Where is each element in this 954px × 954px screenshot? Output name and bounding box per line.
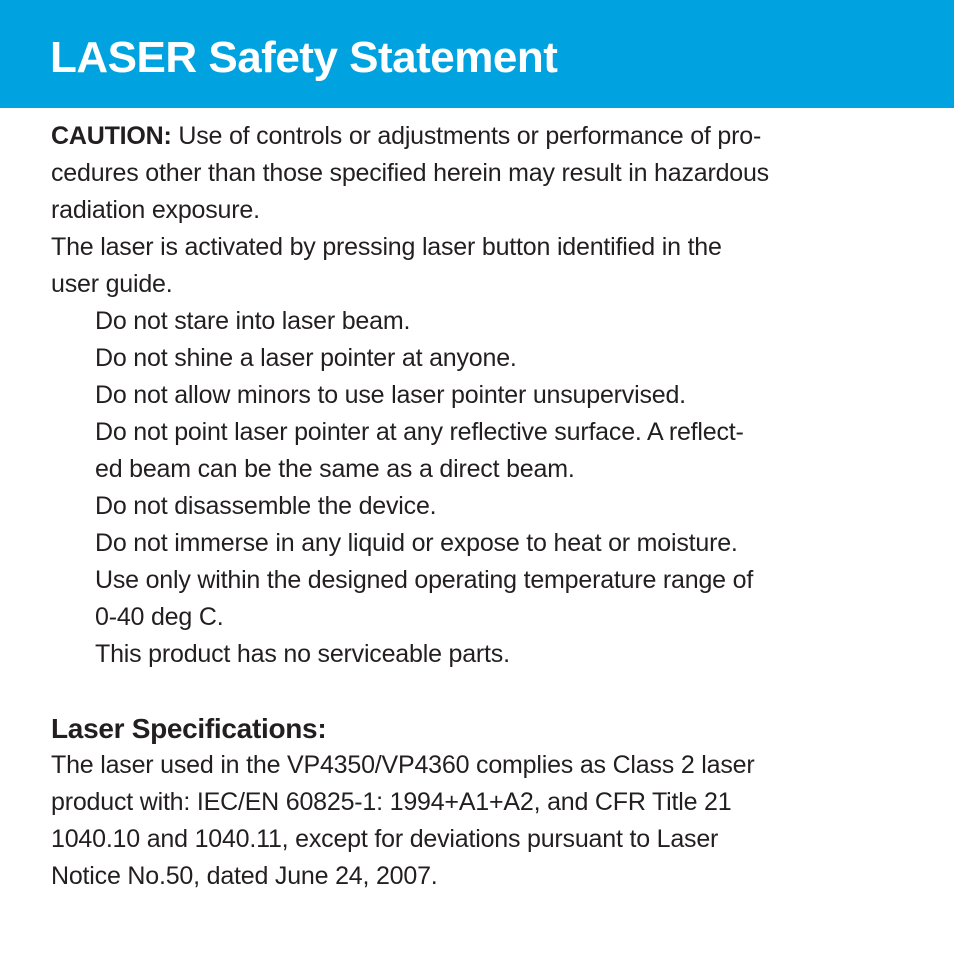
warning-item: This product has no serviceable parts. [95,640,510,668]
warning-list [51,303,891,673]
caution-line-3: radiation exposure. [51,196,260,224]
specifications-heading: Laser Specifications: [51,713,327,744]
specifications-line: 1040.10 and 1040.11, except for deviations pursuant to Laser [51,825,719,853]
statement-body [51,118,891,895]
activation-line-2: user guide. [51,270,173,298]
warning-item: Do not disassemble the device. [95,492,437,520]
specifications-line: Notice No.50, dated June 24, 2007. [51,862,438,890]
warning-item-continued: ed beam can be the same as a direct beam. [95,455,575,483]
caution-line-1 [51,118,891,155]
warning-item: Do not point laser pointer at any reflective surface. A reflect- [95,418,744,446]
page-title: LASER Safety Statement [50,33,558,82]
warning-item: Do not stare into laser beam. [95,307,411,335]
caution-line-2: cedures other than those specified herein may result in hazardous [51,159,769,187]
specifications-line: The laser used in the VP4350/VP4360 complies as Class 2 laser [51,751,755,779]
warning-item-continued: 0-40 deg C. [95,603,224,631]
warning-item: Do not immerse in any liquid or expose to heat or moisture. [95,529,738,557]
warning-item: Do not shine a laser pointer at anyone. [95,344,517,372]
warning-item: Use only within the designed operating temperature range of [95,566,754,594]
caution-text-1: Use of controls or adjustments or performance of pro- [171,122,762,150]
warning-item: Do not allow minors to use laser pointer unsupervised. [95,381,686,409]
specifications-line: product with: IEC/EN 60825-1: 1994+A1+A2, and CFR Title 21 [51,788,732,816]
header-band [0,0,954,108]
activation-line-1: The laser is activated by pressing laser button identified in the [51,233,722,261]
caution-label: CAUTION: [51,122,172,150]
